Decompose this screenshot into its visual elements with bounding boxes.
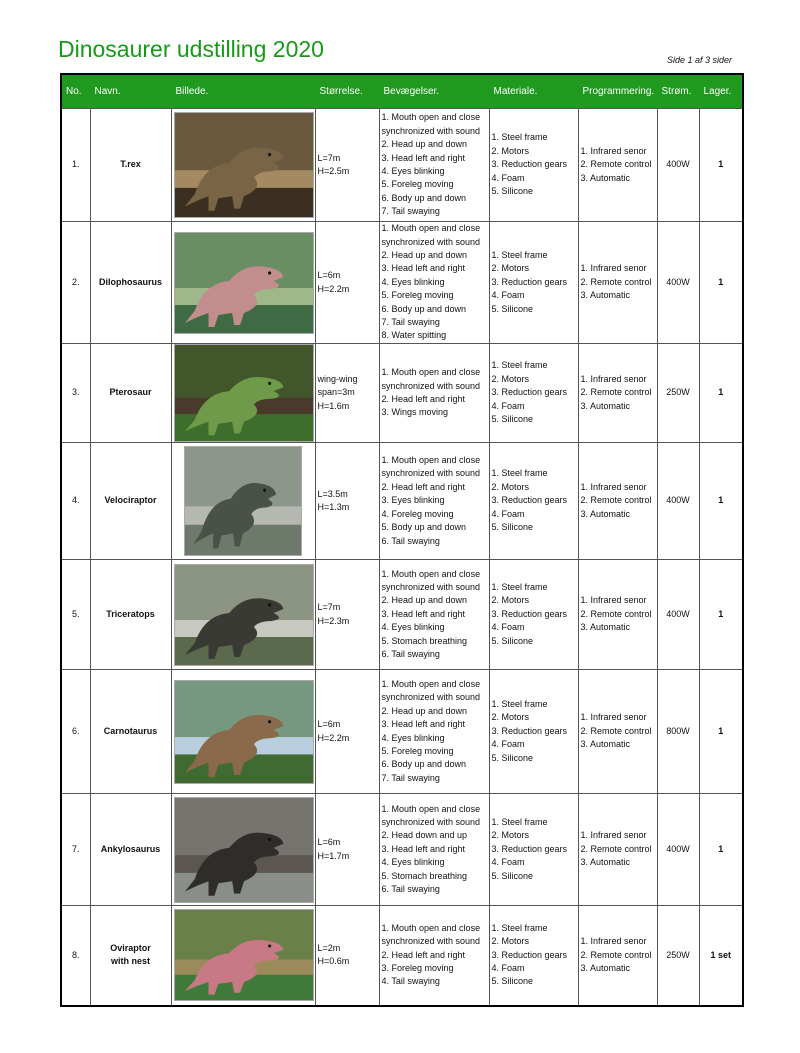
dinosaur-photo	[174, 564, 314, 666]
movement-item: 5. Foreleg moving	[381, 290, 454, 301]
movement-item: 1. Mouth open and close synchronized with sound	[381, 803, 481, 827]
material-item: 5. Silicone	[491, 522, 534, 533]
dinosaur-name: Ankylosaurus	[90, 794, 171, 906]
size-value: H=2.2m	[317, 283, 350, 294]
table-row	[61, 906, 743, 1006]
dinosaur-photo	[174, 232, 314, 334]
material-item: 4. Foam	[491, 172, 525, 183]
programming-item: 3. Automatic	[580, 622, 631, 633]
movement-item: 1. Mouth open and close synchronized with sound	[381, 678, 481, 703]
row-number: 2.	[61, 222, 90, 344]
material-item: 2. Motors	[491, 263, 530, 274]
movement-item: 2. Head left and right	[381, 394, 466, 404]
movement-item: 5. Foreleg moving	[381, 179, 454, 190]
size-value: H=1.3m	[317, 502, 350, 512]
size-value: H=1.7m	[317, 850, 350, 861]
dinosaur-name: Dilophosaurus	[90, 222, 171, 344]
movement-item: 7. Tail swaying	[381, 206, 440, 217]
material-item: 4. Foam	[491, 857, 525, 868]
table-row	[61, 109, 743, 222]
table-row	[61, 670, 743, 794]
dinosaur-image-cell	[171, 222, 315, 344]
size-cell	[315, 794, 379, 906]
movement-item: 4. Eyes blinking	[381, 276, 445, 287]
movement-item: 3. Head left and right	[381, 152, 466, 163]
material-item: 4. Foam	[491, 622, 525, 633]
material-item: 4. Foam	[491, 508, 525, 519]
movement-item: 4. Eyes blinking	[381, 622, 445, 633]
programming-item: 1. Infrared senor	[580, 263, 647, 274]
dinosaur-photo	[174, 797, 314, 903]
dinosaur-name: Triceratops	[90, 560, 171, 670]
col-header-movements: Bevægelser.	[379, 74, 489, 109]
col-header-size: Størrelse.	[315, 74, 379, 109]
dinosaur-name: Carnotaurus	[90, 670, 171, 794]
movement-item: 2. Head down and up	[381, 830, 468, 841]
power-value: 400W	[657, 443, 699, 560]
programming-item: 2. Remote control	[580, 387, 652, 398]
dinosaur-name-line: with nest	[110, 956, 150, 967]
movement-item: 6. Tail swaying	[381, 884, 440, 895]
programming-cell	[578, 794, 657, 906]
col-header-power: Strøm.	[657, 74, 699, 109]
material-cell	[489, 222, 578, 344]
movement-item: 4. Eyes blinking	[381, 166, 445, 176]
dinosaur-name: Pterosaur	[90, 344, 171, 443]
material-item: 1. Steel frame	[491, 581, 548, 592]
movement-item: 3. Head left and right	[381, 263, 466, 274]
programming-cell	[578, 443, 657, 560]
material-item: 3. Reduction gears	[491, 949, 568, 960]
size-cell	[315, 222, 379, 344]
size-value: H=2.2m	[317, 732, 350, 743]
movement-item: 3. Head left and right	[381, 843, 466, 854]
programming-cell	[578, 109, 657, 222]
movement-item: 3. Wings moving	[381, 407, 449, 418]
programming-item: 1. Infrared senor	[580, 936, 647, 947]
material-cell	[489, 109, 578, 222]
programming-item: 1. Infrared senor	[580, 373, 647, 384]
programming-item: 3. Automatic	[580, 739, 631, 750]
movements-cell	[379, 670, 489, 794]
movements-cell	[379, 222, 489, 344]
dinosaur-image-cell	[171, 443, 315, 560]
table-row	[61, 794, 743, 906]
movement-item: 1. Mouth open and close synchronized with sound	[381, 922, 481, 947]
programming-item: 3. Automatic	[580, 962, 631, 973]
material-item: 5. Silicone	[491, 186, 534, 197]
movement-item: 3. Head left and right	[381, 719, 466, 730]
size-cell	[315, 344, 379, 443]
movement-item: 5. Stomach breathing	[381, 870, 468, 881]
movement-item: 6. Tail swaying	[381, 649, 440, 660]
movement-item: 7. Tail swaying	[381, 772, 440, 783]
size-value: wing-wing	[317, 373, 358, 384]
programming-item: 3. Automatic	[580, 400, 631, 411]
table-row	[61, 443, 743, 560]
movement-item: 5. Foreleg moving	[381, 745, 454, 756]
movement-item: 6. Body up and down	[381, 192, 467, 203]
dinosaur-photo	[184, 446, 302, 556]
material-item: 4. Foam	[491, 400, 525, 411]
movement-item: 6. Tail swaying	[381, 535, 440, 546]
movement-item: 7. Tail swaying	[381, 317, 440, 328]
movement-item: 3. Foreleg moving	[381, 962, 454, 973]
programming-item: 1. Infrared senor	[580, 481, 647, 492]
power-value: 400W	[657, 222, 699, 344]
programming-cell	[578, 670, 657, 794]
material-item: 3. Reduction gears	[491, 159, 568, 170]
power-value: 250W	[657, 906, 699, 1006]
col-header-stock: Lager.	[699, 74, 743, 109]
programming-item: 2. Remote control	[580, 843, 652, 854]
movement-item: 2. Head left and right	[381, 481, 466, 492]
material-item: 3. Reduction gears	[491, 843, 568, 854]
power-value: 800W	[657, 670, 699, 794]
movement-item: 3. Head left and right	[381, 608, 466, 619]
table-header-row	[61, 74, 743, 109]
movement-item: 5. Stomach breathing	[381, 635, 468, 646]
material-cell	[489, 560, 578, 670]
material-item: 1. Steel frame	[491, 816, 548, 827]
size-value: L=7m	[317, 602, 341, 613]
size-cell	[315, 109, 379, 222]
movement-item: 2. Head up and down	[381, 595, 468, 606]
programming-cell	[578, 344, 657, 443]
movements-cell	[379, 794, 489, 906]
row-number: 8.	[61, 906, 90, 1006]
movement-item: 6. Body up and down	[381, 303, 467, 314]
material-item: 3. Reduction gears	[491, 495, 568, 506]
page-title: Dinosaurer udstilling 2020	[58, 36, 324, 62]
size-cell	[315, 670, 379, 794]
material-item: 1. Steel frame	[491, 468, 548, 479]
movement-item: 8. Water spitting	[381, 330, 447, 341]
programming-item: 1. Infrared senor	[580, 830, 647, 841]
movement-item: 3. Eyes blinking	[381, 495, 445, 506]
movement-item: 2. Head up and down	[381, 249, 468, 260]
material-item: 3. Reduction gears	[491, 608, 568, 619]
movements-cell	[379, 109, 489, 222]
programming-item: 3. Automatic	[580, 857, 631, 868]
row-number: 6.	[61, 670, 90, 794]
size-value: H=1.6m	[317, 400, 350, 411]
size-value: L=2m	[317, 942, 341, 953]
size-cell	[315, 906, 379, 1006]
dinosaur-photo	[174, 909, 314, 1001]
material-item: 5. Silicone	[491, 635, 534, 646]
material-item: 3. Reduction gears	[491, 276, 568, 287]
material-item: 4. Foam	[491, 290, 525, 301]
movement-item: 1. Mouth open and close synchronized with sound	[381, 568, 481, 592]
programming-item: 2. Remote control	[580, 276, 652, 287]
programming-cell	[578, 222, 657, 344]
movement-item: 2. Head left and right	[381, 949, 466, 960]
programming-item: 2. Remote control	[580, 949, 652, 960]
programming-cell	[578, 560, 657, 670]
table-row	[61, 222, 743, 344]
dinosaur-image-cell	[171, 906, 315, 1006]
material-item: 3. Reduction gears	[491, 387, 568, 398]
material-item: 1. Steel frame	[491, 249, 548, 260]
programming-cell	[578, 906, 657, 1006]
movement-item: 4. Eyes blinking	[381, 857, 445, 868]
material-item: 4. Foam	[491, 739, 525, 750]
material-item: 3. Reduction gears	[491, 725, 568, 736]
programming-item: 2. Remote control	[580, 495, 652, 506]
page-number: Side 1 af 3 sider	[667, 55, 733, 65]
power-value: 400W	[657, 794, 699, 906]
stock-value: 1	[699, 670, 743, 794]
stock-value: 1	[699, 560, 743, 670]
movements-cell	[379, 906, 489, 1006]
dinosaur-name: Velociraptor	[90, 443, 171, 560]
movements-cell	[379, 443, 489, 560]
stock-value: 1	[699, 794, 743, 906]
size-value: L=7m	[317, 152, 341, 163]
power-value: 250W	[657, 344, 699, 443]
material-item: 2. Motors	[491, 712, 530, 723]
material-item: 2. Motors	[491, 830, 530, 841]
material-item: 2. Motors	[491, 145, 530, 156]
material-item: 5. Silicone	[491, 414, 534, 425]
dinosaur-name-line: Oviraptor	[110, 942, 151, 953]
col-header-programming: Programmering.	[578, 74, 657, 109]
programming-item: 2. Remote control	[580, 725, 652, 736]
movement-item: 4. Tail swaying	[381, 976, 440, 987]
size-cell	[315, 560, 379, 670]
col-header-material: Materiale.	[489, 74, 578, 109]
material-item: 2. Motors	[491, 936, 530, 947]
programming-item: 2. Remote control	[580, 608, 652, 619]
dinosaur-image-cell	[171, 344, 315, 443]
dinosaur-image-cell	[171, 109, 315, 222]
row-number: 7.	[61, 794, 90, 906]
movement-item: 5. Body up and down	[381, 522, 467, 533]
exhibition-table	[60, 73, 744, 1007]
programming-item: 3. Automatic	[580, 290, 631, 301]
programming-item: 2. Remote control	[580, 159, 652, 170]
movements-cell	[379, 344, 489, 443]
size-value: H=2.5m	[317, 166, 350, 176]
size-value: L=6m	[317, 837, 341, 848]
movement-item: 4. Eyes blinking	[381, 732, 445, 743]
movements-cell	[379, 560, 489, 670]
movement-item: 1. Mouth open and close synchronized with sound	[381, 112, 481, 136]
row-number: 3.	[61, 344, 90, 443]
movement-item: 1. Mouth open and close synchronized with sound	[381, 223, 481, 247]
stock-value: 1	[699, 222, 743, 344]
size-value: L=6m	[317, 270, 341, 281]
material-item: 5. Silicone	[491, 752, 534, 763]
material-cell	[489, 906, 578, 1006]
movement-item: 2. Head up and down	[381, 705, 468, 716]
size-value: span=3m	[317, 387, 355, 398]
power-value: 400W	[657, 109, 699, 222]
size-value: L=6m	[317, 719, 341, 730]
row-number: 4.	[61, 443, 90, 560]
material-item: 2. Motors	[491, 373, 530, 384]
dinosaur-photo	[174, 680, 314, 784]
stock-value: 1	[699, 109, 743, 222]
material-cell	[489, 344, 578, 443]
row-number: 5.	[61, 560, 90, 670]
power-value: 400W	[657, 560, 699, 670]
row-number: 1.	[61, 109, 90, 222]
dinosaur-name: T.rex	[90, 109, 171, 222]
movement-item: 1. Mouth open and close synchronized with sound	[381, 367, 481, 391]
material-item: 5. Silicone	[491, 303, 534, 314]
material-cell	[489, 794, 578, 906]
col-header-no: No.	[61, 74, 90, 109]
movement-item: 4. Foreleg moving	[381, 508, 454, 519]
material-item: 1. Steel frame	[491, 360, 548, 371]
material-cell	[489, 443, 578, 560]
programming-item: 3. Automatic	[580, 172, 631, 183]
col-header-image: Billede.	[171, 74, 315, 109]
col-header-name: Navn.	[90, 74, 171, 109]
dinosaur-image-cell	[171, 670, 315, 794]
dinosaur-image-cell	[171, 560, 315, 670]
material-item: 5. Silicone	[491, 870, 534, 881]
stock-value: 1 set	[699, 906, 743, 1006]
programming-item: 1. Infrared senor	[580, 145, 647, 156]
material-item: 2. Motors	[491, 481, 530, 492]
size-value: L=3.5m	[317, 488, 348, 499]
material-item: 4. Foam	[491, 962, 525, 973]
dinosaur-name	[90, 906, 171, 1006]
programming-item: 1. Infrared senor	[580, 595, 647, 606]
stock-value: 1	[699, 443, 743, 560]
dinosaur-photo	[174, 344, 314, 442]
programming-item: 3. Automatic	[580, 508, 631, 519]
movement-item: 2. Head up and down	[381, 139, 468, 150]
material-item: 2. Motors	[491, 595, 530, 606]
size-cell	[315, 443, 379, 560]
dinosaur-image-cell	[171, 794, 315, 906]
programming-item: 1. Infrared senor	[580, 712, 647, 723]
material-cell	[489, 670, 578, 794]
dinosaur-photo	[174, 112, 314, 218]
stock-value: 1	[699, 344, 743, 443]
movement-item: 6. Body up and down	[381, 759, 467, 770]
table-row	[61, 560, 743, 670]
material-item: 1. Steel frame	[491, 922, 548, 933]
table-row	[61, 344, 743, 443]
material-item: 5. Silicone	[491, 976, 534, 987]
movement-item: 1. Mouth open and close synchronized with sound	[381, 455, 481, 479]
material-item: 1. Steel frame	[491, 698, 548, 709]
material-item: 1. Steel frame	[491, 132, 548, 143]
size-value: H=2.3m	[317, 615, 350, 626]
size-value: H=0.6m	[317, 956, 350, 967]
